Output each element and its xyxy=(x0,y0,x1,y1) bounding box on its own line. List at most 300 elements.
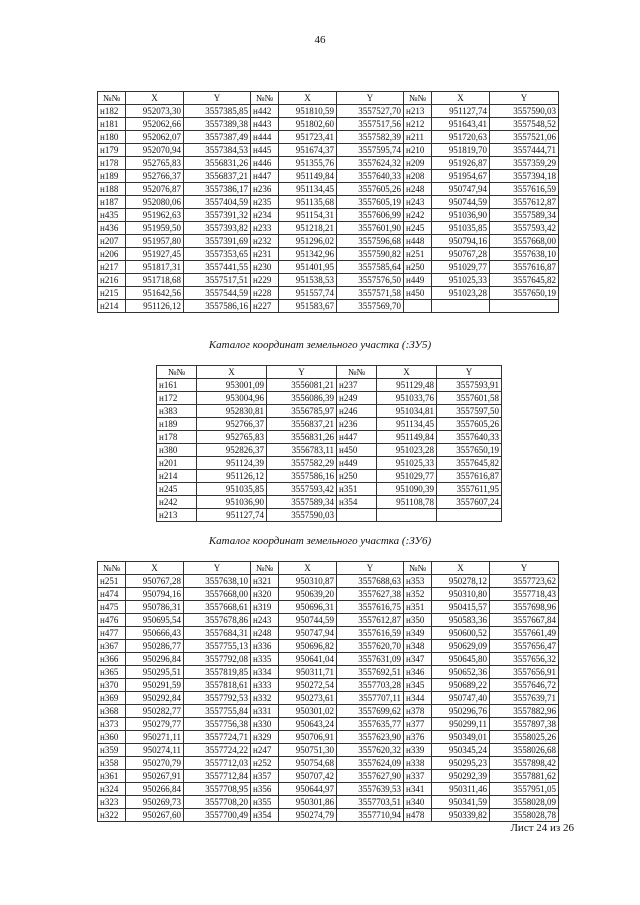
coord-x-cell: 950266,84 xyxy=(126,783,184,796)
coord-y-cell: 3557597,50 xyxy=(437,405,502,418)
coord-x-cell: 951674,37 xyxy=(279,144,337,157)
point-number-cell: н217 xyxy=(98,261,126,274)
coord-y-cell: 3557595,74 xyxy=(337,144,404,157)
point-number-cell: н249 xyxy=(337,392,377,405)
coord-y-cell: 3558025,26 xyxy=(490,731,559,744)
point-number-cell: н476 xyxy=(98,614,126,627)
coord-x-cell: 951127,74 xyxy=(432,105,490,118)
point-number-cell: н228 xyxy=(251,287,279,300)
coord-y-cell: 3557605,26 xyxy=(437,418,502,431)
header-x: X xyxy=(126,92,184,105)
point-number-cell: н332 xyxy=(251,692,279,705)
coord-x-cell: 951959,50 xyxy=(126,222,184,235)
header-num: №№ xyxy=(157,366,197,379)
coord-x-cell: 951134,45 xyxy=(279,183,337,196)
coord-y-cell: 3557718,43 xyxy=(490,588,559,601)
coord-x-cell xyxy=(432,300,490,313)
point-number-cell: н250 xyxy=(404,261,432,274)
coord-y-cell: 3557882,96 xyxy=(490,705,559,718)
point-number-cell: н353 xyxy=(404,575,432,588)
coord-y-cell: 3557678,86 xyxy=(184,614,251,627)
coord-x-cell: 952080,06 xyxy=(126,196,184,209)
coordinates-table-zu6 xyxy=(97,561,559,822)
coord-y-cell: 3557389,38 xyxy=(184,118,251,131)
coord-y-cell: 3557611,95 xyxy=(437,483,502,496)
point-number-cell: н377 xyxy=(404,718,432,731)
table-row xyxy=(98,105,559,118)
point-number-cell: н251 xyxy=(404,248,432,261)
coord-y-cell: 3557385,85 xyxy=(184,105,251,118)
caption-zu6: Каталог координат земельного участка (:ЗУ6) xyxy=(208,535,432,547)
coord-x-cell: 950696,31 xyxy=(279,601,337,614)
point-number-cell: н178 xyxy=(157,431,197,444)
coord-y-cell: 3557393,82 xyxy=(184,222,251,235)
header-num: №№ xyxy=(251,562,279,575)
table-row xyxy=(157,496,502,509)
coord-x-cell: 950267,91 xyxy=(126,770,184,783)
coord-y-cell: 3557708,95 xyxy=(184,783,251,796)
coord-y-cell: 3557661,49 xyxy=(490,627,559,640)
coord-y-cell: 3557444,71 xyxy=(490,144,559,157)
point-number-cell: н236 xyxy=(337,418,377,431)
coord-y-cell: 3557616,87 xyxy=(437,470,502,483)
point-number-cell: н337 xyxy=(404,770,432,783)
header-x: X xyxy=(279,562,337,575)
point-number-cell: н181 xyxy=(98,118,126,131)
coord-y-cell: 3557441,55 xyxy=(184,261,251,274)
coord-y-cell: 3557353,65 xyxy=(184,248,251,261)
coord-y-cell: 3557698,96 xyxy=(490,601,559,614)
table-body xyxy=(157,379,502,522)
table-row xyxy=(157,392,502,405)
coord-x-cell: 950292,39 xyxy=(432,770,490,783)
coord-x-cell: 950744,59 xyxy=(279,614,337,627)
header-x: X xyxy=(126,562,184,575)
header-y: Y xyxy=(184,92,251,105)
header-num: №№ xyxy=(251,92,279,105)
coord-x-cell: 951817,31 xyxy=(126,261,184,274)
coord-x-cell: 951643,41 xyxy=(432,118,490,131)
coord-x-cell: 951108,78 xyxy=(377,496,437,509)
point-number-cell: н376 xyxy=(404,731,432,744)
coord-y-cell: 3557631,09 xyxy=(337,653,404,666)
point-number-cell: н361 xyxy=(98,770,126,783)
coord-y-cell: 3557596,68 xyxy=(337,235,404,248)
header-num: №№ xyxy=(98,92,126,105)
coord-y-cell: 3557650,19 xyxy=(437,444,502,457)
point-number-cell: н344 xyxy=(404,692,432,705)
point-number-cell: н323 xyxy=(98,796,126,809)
coord-x-cell: 951718,68 xyxy=(126,274,184,287)
coord-x-cell: 952766,37 xyxy=(126,170,184,183)
coord-x-cell: 950273,61 xyxy=(279,692,337,705)
coord-y-cell: 3557404,59 xyxy=(184,196,251,209)
coord-x-cell: 950278,12 xyxy=(432,575,490,588)
coord-y-cell: 3557635,77 xyxy=(337,718,404,731)
point-number-cell: н201 xyxy=(157,457,197,470)
point-number-cell: н237 xyxy=(337,379,377,392)
table-row xyxy=(157,457,502,470)
point-number-cell: н182 xyxy=(98,105,126,118)
table-row xyxy=(98,627,559,640)
point-number-cell: н360 xyxy=(98,731,126,744)
table-row xyxy=(98,601,559,614)
coord-y-cell: 3557819,85 xyxy=(184,666,251,679)
point-number-cell: н349 xyxy=(404,627,432,640)
header-num: №№ xyxy=(404,562,432,575)
coord-y-cell: 3558028,78 xyxy=(490,809,559,822)
coord-y-cell: 3557755,13 xyxy=(184,640,251,653)
table-row xyxy=(98,287,559,300)
coord-y-cell: 3557707,11 xyxy=(337,692,404,705)
point-number-cell: н474 xyxy=(98,588,126,601)
coord-y-cell: 3557624,09 xyxy=(337,757,404,770)
coord-x-cell: 951134,45 xyxy=(377,418,437,431)
coord-y-cell: 3557700,49 xyxy=(184,809,251,822)
coord-x-cell: 950301,86 xyxy=(279,796,337,809)
point-number-cell: н230 xyxy=(251,261,279,274)
coord-x-cell: 950754,68 xyxy=(279,757,337,770)
coord-y-cell: 3557684,31 xyxy=(184,627,251,640)
coord-x-cell: 950747,40 xyxy=(432,692,490,705)
coord-x-cell: 950786,31 xyxy=(126,601,184,614)
point-number-cell: н243 xyxy=(404,196,432,209)
table-row xyxy=(98,274,559,287)
table-row xyxy=(157,509,502,522)
table-row xyxy=(98,157,559,170)
coord-x-cell: 950643,24 xyxy=(279,718,337,731)
table-body xyxy=(98,575,559,822)
coord-x-cell: 951033,76 xyxy=(377,392,437,405)
point-number-cell: н447 xyxy=(251,170,279,183)
point-number-cell: н370 xyxy=(98,679,126,692)
table-row xyxy=(98,653,559,666)
table-header-row xyxy=(157,366,502,379)
coord-y-cell xyxy=(490,300,559,313)
point-number-cell: н357 xyxy=(251,770,279,783)
coord-y-cell: 3556785,97 xyxy=(267,405,337,418)
coord-x-cell: 951036,90 xyxy=(197,496,267,509)
point-number-cell: н356 xyxy=(251,783,279,796)
point-number-cell: н161 xyxy=(157,379,197,392)
coord-x-cell: 950706,91 xyxy=(279,731,337,744)
coord-y-cell: 3557601,90 xyxy=(337,222,404,235)
point-number-cell: н366 xyxy=(98,653,126,666)
coord-y-cell: 3557756,38 xyxy=(184,718,251,731)
point-number-cell: н340 xyxy=(404,796,432,809)
point-number-cell: н232 xyxy=(251,235,279,248)
coord-x-cell: 952062,66 xyxy=(126,118,184,131)
coord-x-cell: 950274,11 xyxy=(126,744,184,757)
coord-x-cell: 950274,79 xyxy=(279,809,337,822)
coord-y-cell: 3557627,38 xyxy=(337,588,404,601)
page-number: 46 xyxy=(314,34,326,46)
point-number-cell: н250 xyxy=(337,470,377,483)
coord-y-cell: 3557667,84 xyxy=(490,614,559,627)
coord-y-cell: 3557627,90 xyxy=(337,770,404,783)
table-row xyxy=(98,783,559,796)
coord-x-cell: 950707,42 xyxy=(279,770,337,783)
point-number-cell: н187 xyxy=(98,196,126,209)
coord-y-cell: 3557517,51 xyxy=(184,274,251,287)
coord-y-cell: 3557601,58 xyxy=(437,392,502,405)
coordinates-table-zu5 xyxy=(156,365,502,522)
coord-y-cell: 3557818,61 xyxy=(184,679,251,692)
coord-y-cell: 3557688,63 xyxy=(337,575,404,588)
table-row xyxy=(98,692,559,705)
coord-x-cell: 951149,84 xyxy=(279,170,337,183)
point-number-cell: н373 xyxy=(98,718,126,731)
table-row xyxy=(98,235,559,248)
coord-x-cell: 950744,59 xyxy=(432,196,490,209)
point-number-cell: н450 xyxy=(337,444,377,457)
coord-y-cell: 3557571,58 xyxy=(337,287,404,300)
coord-x-cell: 951023,28 xyxy=(432,287,490,300)
table-row xyxy=(98,170,559,183)
point-number-cell: н216 xyxy=(98,274,126,287)
point-number-cell: н442 xyxy=(251,105,279,118)
coord-y-cell: 3557620,32 xyxy=(337,744,404,757)
point-number-cell: н251 xyxy=(98,575,126,588)
table-row xyxy=(98,614,559,627)
point-number-cell: н383 xyxy=(157,405,197,418)
coord-x-cell: 951957,80 xyxy=(126,235,184,248)
point-number-cell: н211 xyxy=(404,131,432,144)
point-number-cell: н436 xyxy=(98,222,126,235)
coordinates-table-continued xyxy=(97,91,559,313)
header-y: Y xyxy=(184,562,251,575)
coord-x-cell: 951720,63 xyxy=(432,131,490,144)
header-y: Y xyxy=(337,92,404,105)
coord-y-cell: 3557639,53 xyxy=(337,783,404,796)
coord-y-cell: 3557582,39 xyxy=(337,131,404,144)
coord-x-cell: 951962,63 xyxy=(126,209,184,222)
coord-x-cell: 951802,60 xyxy=(279,118,337,131)
point-number-cell: н324 xyxy=(98,783,126,796)
table-row xyxy=(98,731,559,744)
point-number-cell: н322 xyxy=(98,809,126,822)
coord-y-cell: 3557384,53 xyxy=(184,144,251,157)
table-row xyxy=(98,679,559,692)
point-number-cell: н347 xyxy=(404,653,432,666)
table-row xyxy=(157,431,502,444)
point-number-cell: н212 xyxy=(404,118,432,131)
coord-x-cell: 952062,07 xyxy=(126,131,184,144)
coord-y-cell: 3557624,32 xyxy=(337,157,404,170)
point-number-cell: н233 xyxy=(251,222,279,235)
coord-y-cell: 3557387,49 xyxy=(184,131,251,144)
coord-x-cell: 950583,36 xyxy=(432,614,490,627)
coord-x-cell: 950645,80 xyxy=(432,653,490,666)
point-number-cell: н435 xyxy=(98,209,126,222)
point-number-cell: н445 xyxy=(251,144,279,157)
coord-y-cell: 3557544,59 xyxy=(184,287,251,300)
table-row xyxy=(98,131,559,144)
coord-x-cell: 953001,09 xyxy=(197,379,267,392)
coord-y-cell: 3557703,28 xyxy=(337,679,404,692)
point-number-cell: н351 xyxy=(404,601,432,614)
table-row xyxy=(98,248,559,261)
coord-y-cell: 3557898,42 xyxy=(490,757,559,770)
point-number-cell: н231 xyxy=(251,248,279,261)
coord-y-cell: 3557590,03 xyxy=(267,509,337,522)
point-number-cell: н234 xyxy=(251,209,279,222)
coord-x-cell: 951035,85 xyxy=(432,222,490,235)
point-number-cell: н450 xyxy=(404,287,432,300)
point-number-cell: н242 xyxy=(404,209,432,222)
table-row xyxy=(157,470,502,483)
point-number-cell: н189 xyxy=(157,418,197,431)
coord-x-cell: 950267,60 xyxy=(126,809,184,822)
coord-x-cell: 951538,53 xyxy=(279,274,337,287)
coord-x-cell: 950310,87 xyxy=(279,575,337,588)
point-number-cell: н179 xyxy=(98,144,126,157)
coord-x-cell: 951819,70 xyxy=(432,144,490,157)
coord-y-cell: 3557576,50 xyxy=(337,274,404,287)
coord-x-cell: 950629,09 xyxy=(432,640,490,653)
coord-x-cell: 951583,67 xyxy=(279,300,337,313)
coord-x-cell: 951218,21 xyxy=(279,222,337,235)
coord-x-cell: 951126,12 xyxy=(197,470,267,483)
coord-x-cell: 950641,04 xyxy=(279,653,337,666)
table-row xyxy=(98,809,559,822)
coord-y-cell: 3557668,00 xyxy=(490,235,559,248)
coord-y-cell: 3557710,94 xyxy=(337,809,404,822)
coord-x-cell: 950296,84 xyxy=(126,653,184,666)
table-row xyxy=(157,483,502,496)
coord-x-cell: 952076,87 xyxy=(126,183,184,196)
coord-x-cell: 950666,43 xyxy=(126,627,184,640)
coord-x-cell: 951135,68 xyxy=(279,196,337,209)
coord-y-cell: 3557612,87 xyxy=(337,614,404,627)
coord-y-cell: 3557359,29 xyxy=(490,157,559,170)
coord-y-cell: 3557605,26 xyxy=(337,183,404,196)
coord-y-cell: 3557723,62 xyxy=(490,575,559,588)
header-x: X xyxy=(279,92,337,105)
table-body xyxy=(98,105,559,313)
coord-y-cell: 3557699,62 xyxy=(337,705,404,718)
point-number-cell: н338 xyxy=(404,757,432,770)
coord-y-cell: 3557668,61 xyxy=(184,601,251,614)
table-row xyxy=(98,575,559,588)
point-number-cell: н188 xyxy=(98,183,126,196)
coord-x-cell: 951036,90 xyxy=(432,209,490,222)
table-row xyxy=(98,300,559,313)
coord-y-cell: 3557616,59 xyxy=(337,627,404,640)
coord-x-cell: 950301,02 xyxy=(279,705,337,718)
coord-y-cell: 3557712,03 xyxy=(184,757,251,770)
coord-x-cell: 951127,74 xyxy=(197,509,267,522)
point-number-cell: н242 xyxy=(157,496,197,509)
point-number-cell: н210 xyxy=(404,144,432,157)
coord-x-cell: 950341,59 xyxy=(432,796,490,809)
coord-x-cell: 950652,36 xyxy=(432,666,490,679)
coord-y-cell: 3557548,52 xyxy=(490,118,559,131)
coord-y-cell: 3557590,03 xyxy=(490,105,559,118)
coord-x-cell: 950794,16 xyxy=(126,588,184,601)
coord-y-cell: 3557712,84 xyxy=(184,770,251,783)
coord-y-cell: 3557656,91 xyxy=(490,666,559,679)
coord-y-cell: 3557586,16 xyxy=(267,470,337,483)
coord-x-cell: 950269,73 xyxy=(126,796,184,809)
header-num: №№ xyxy=(337,366,377,379)
coord-x-cell: 950767,28 xyxy=(126,575,184,588)
table-row xyxy=(98,796,559,809)
coord-x-cell: 951342,96 xyxy=(279,248,337,261)
coord-x-cell: 950311,71 xyxy=(279,666,337,679)
point-number-cell: н354 xyxy=(251,809,279,822)
coord-x-cell: 951124,39 xyxy=(197,457,267,470)
coord-x-cell: 952826,37 xyxy=(197,444,267,457)
coord-x-cell: 950339,82 xyxy=(432,809,490,822)
point-number-cell: н320 xyxy=(251,588,279,601)
point-number-cell: н368 xyxy=(98,705,126,718)
coord-x-cell: 950299,11 xyxy=(432,718,490,731)
coord-x-cell: 951154,31 xyxy=(279,209,337,222)
point-number-cell: н227 xyxy=(251,300,279,313)
coord-y-cell: 3557593,42 xyxy=(267,483,337,496)
coord-y-cell: 3557589,34 xyxy=(267,496,337,509)
coord-x-cell: 951029,77 xyxy=(432,261,490,274)
point-number-cell: н330 xyxy=(251,718,279,731)
coord-x-cell: 950747,94 xyxy=(279,627,337,640)
coord-y-cell: 3557386,17 xyxy=(184,183,251,196)
coord-y-cell: 3556783,11 xyxy=(267,444,337,457)
point-number-cell: н213 xyxy=(157,509,197,522)
coord-x-cell: 950292,84 xyxy=(126,692,184,705)
coord-x-cell: 951023,28 xyxy=(377,444,437,457)
coord-y-cell: 3557645,82 xyxy=(490,274,559,287)
coord-y-cell: 3557391,69 xyxy=(184,235,251,248)
point-number-cell: н172 xyxy=(157,392,197,405)
point-number-cell: н359 xyxy=(98,744,126,757)
coord-x-cell: 951927,45 xyxy=(126,248,184,261)
coord-x-cell: 951129,48 xyxy=(377,379,437,392)
point-number-cell: н354 xyxy=(337,496,377,509)
table-row xyxy=(157,405,502,418)
point-number-cell: н246 xyxy=(337,405,377,418)
coord-x-cell: 950794,16 xyxy=(432,235,490,248)
table-row xyxy=(98,183,559,196)
coord-x-cell: 950349,01 xyxy=(432,731,490,744)
coord-y-cell: 3556086,39 xyxy=(267,392,337,405)
point-number-cell: н348 xyxy=(404,640,432,653)
point-number-cell: н331 xyxy=(251,705,279,718)
point-number-cell: н449 xyxy=(404,274,432,287)
coord-x-cell: 950751,30 xyxy=(279,744,337,757)
point-number-cell: н448 xyxy=(404,235,432,248)
point-number-cell: н178 xyxy=(98,157,126,170)
point-number-cell xyxy=(337,509,377,522)
coord-y-cell: 3557517,56 xyxy=(337,118,404,131)
header-num: №№ xyxy=(404,92,432,105)
coord-y-cell: 3557897,38 xyxy=(490,718,559,731)
coord-y-cell: 3557881,62 xyxy=(490,770,559,783)
coord-y-cell: 3557650,19 xyxy=(490,287,559,300)
header-y: Y xyxy=(490,562,559,575)
coord-y-cell: 3557623,90 xyxy=(337,731,404,744)
coord-y-cell: 3557527,70 xyxy=(337,105,404,118)
point-number-cell: н329 xyxy=(251,731,279,744)
coord-x-cell: 951149,84 xyxy=(377,431,437,444)
point-number-cell: н378 xyxy=(404,705,432,718)
header-x: X xyxy=(432,92,490,105)
coord-x-cell: 950639,20 xyxy=(279,588,337,601)
point-number-cell: н180 xyxy=(98,131,126,144)
coord-y-cell: 3558026,68 xyxy=(490,744,559,757)
coord-x-cell: 952766,37 xyxy=(197,418,267,431)
coord-y-cell: 3557616,59 xyxy=(490,183,559,196)
